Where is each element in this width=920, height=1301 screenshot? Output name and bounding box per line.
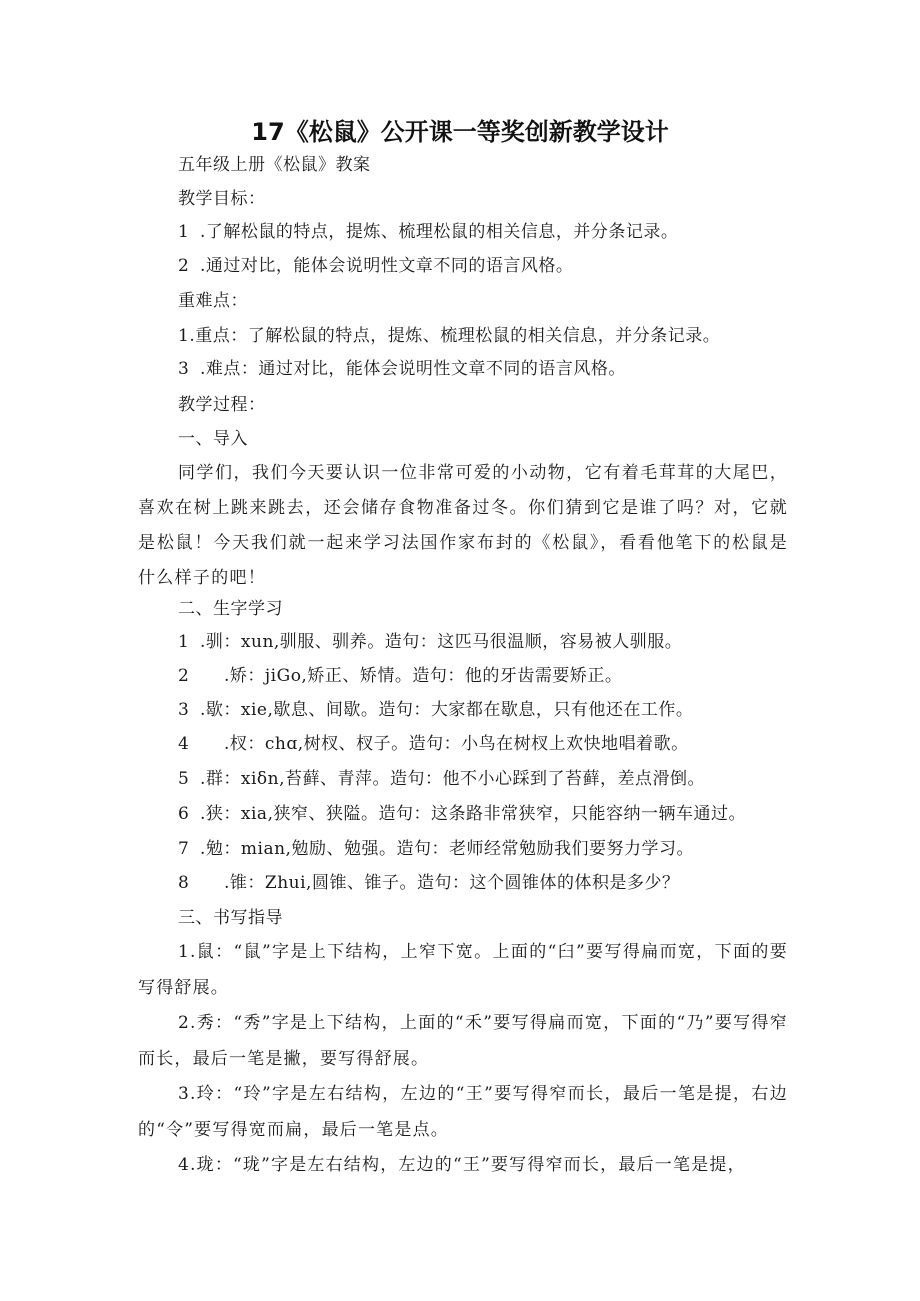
character-number: 7 xyxy=(178,839,190,859)
intro-paragraph: 同学们，我们今天要认识一位非常可爱的小动物，它有着毛茸茸的大尾巴，喜欢在树上跳来跳去，还会储存食物准备过冬。你们猜到它是谁了吗？对，它就是松鼠！今天我们就一起来学习法国作家布封的《松鼠》，看看他笔下的松鼠是什么样子的吧！ xyxy=(138,463,788,588)
character-text: .歇：xie,歇息、间歇。造句：大家都在歇息，只有他还在工作。 xyxy=(200,700,694,720)
objective-number: 2 xyxy=(178,256,190,276)
process-heading: 教学过程： xyxy=(178,395,266,415)
writing-item: 3.玲：“玲”字是左右结构，左边的“王”要写得窄而长，最后一笔是提，右边的“令”要写得宽而扁，最后一笔是点。 xyxy=(138,1084,788,1140)
objective-item xyxy=(178,254,573,278)
keypoint-number: 3 xyxy=(178,359,190,379)
character-text: .矫：jiGo,矫正、矫情。造句：他的牙齿需要矫正。 xyxy=(224,666,623,686)
objective-number: 1 xyxy=(178,222,190,242)
keypoint-number: 1. xyxy=(178,326,196,346)
character-text: .锥：Zhui,圆锥、锥子。造句：这个圆锥体的体积是多少？ xyxy=(224,873,680,893)
keypoint-text: 重点：了解松鼠的特点，提炼、梳理松鼠的相关信息，并分条记录。 xyxy=(195,326,721,346)
character-item xyxy=(178,630,682,654)
section-heading-intro: 一、导入 xyxy=(178,429,248,449)
character-item xyxy=(178,871,679,895)
keypoints-heading: 重难点： xyxy=(178,291,248,311)
character-item xyxy=(178,802,746,826)
writing-item: 4.珑：“珑”字是左右结构，左边的“王”要写得窄而长，最后一笔是提， xyxy=(178,1155,746,1175)
character-number: 6 xyxy=(178,804,190,824)
character-item xyxy=(178,732,689,756)
objective-text: .了解松鼠的特点，提炼、梳理松鼠的相关信息，并分条记录。 xyxy=(200,222,679,242)
document-title: 17《松鼠》公开课一等奖创新教学设计 xyxy=(251,118,669,146)
section-heading-characters: 二、生字学习 xyxy=(178,599,283,619)
character-number: 4 xyxy=(178,734,190,754)
keypoint-text: .难点：通过对比，能体会说明性文章不同的语言风格。 xyxy=(200,359,626,379)
character-item xyxy=(178,664,622,688)
character-text: .勉：mian,勉励、勉强。造句：老师经常勉励我们要努力学习。 xyxy=(200,839,694,859)
section-heading-writing: 三、书写指导 xyxy=(178,908,283,928)
character-item xyxy=(178,698,693,722)
writing-item: 2.秀：“秀”字是上下结构，上面的“禾”要写得扁而宽，下面的“乃”要写得窄而长，最后一笔是撇，要写得舒展。 xyxy=(138,1013,788,1069)
objective-text: .通过对比，能体会说明性文章不同的语言风格。 xyxy=(200,256,574,276)
character-text: .群：xiδn,苔藓、青萍。造句：他不小心踩到了苔藓，差点滑倒。 xyxy=(200,769,706,789)
character-text: .狭：xia,狭窄、狭隘。造句：这条路非常狭窄，只能容纳一辆车通过。 xyxy=(200,804,746,824)
character-number: 1 xyxy=(178,632,190,652)
objectives-heading: 教学目标： xyxy=(178,189,266,209)
character-text: .杈：chɑ,树杈、杈子。造句：小鸟在树杈上欢快地唱着歌。 xyxy=(224,734,689,754)
objective-item xyxy=(178,220,678,244)
character-number: 8 xyxy=(178,873,190,893)
subtitle: 五年级上册《松鼠》教案 xyxy=(178,155,371,175)
keypoint-item xyxy=(178,324,720,348)
character-item xyxy=(178,837,694,861)
keypoint-item xyxy=(178,357,626,381)
character-number: 5 xyxy=(178,769,190,789)
character-number: 2 xyxy=(178,666,190,686)
character-item xyxy=(178,767,705,791)
character-number: 3 xyxy=(178,700,190,720)
character-text: .驯：xun,驯服、驯养。造句：这匹马很温顺，容易被人驯服。 xyxy=(200,632,683,652)
writing-item: 1.鼠：“鼠”字是上下结构，上窄下宽。上面的“臼”要写得扁而宽，下面的要写得舒展。 xyxy=(138,942,788,998)
